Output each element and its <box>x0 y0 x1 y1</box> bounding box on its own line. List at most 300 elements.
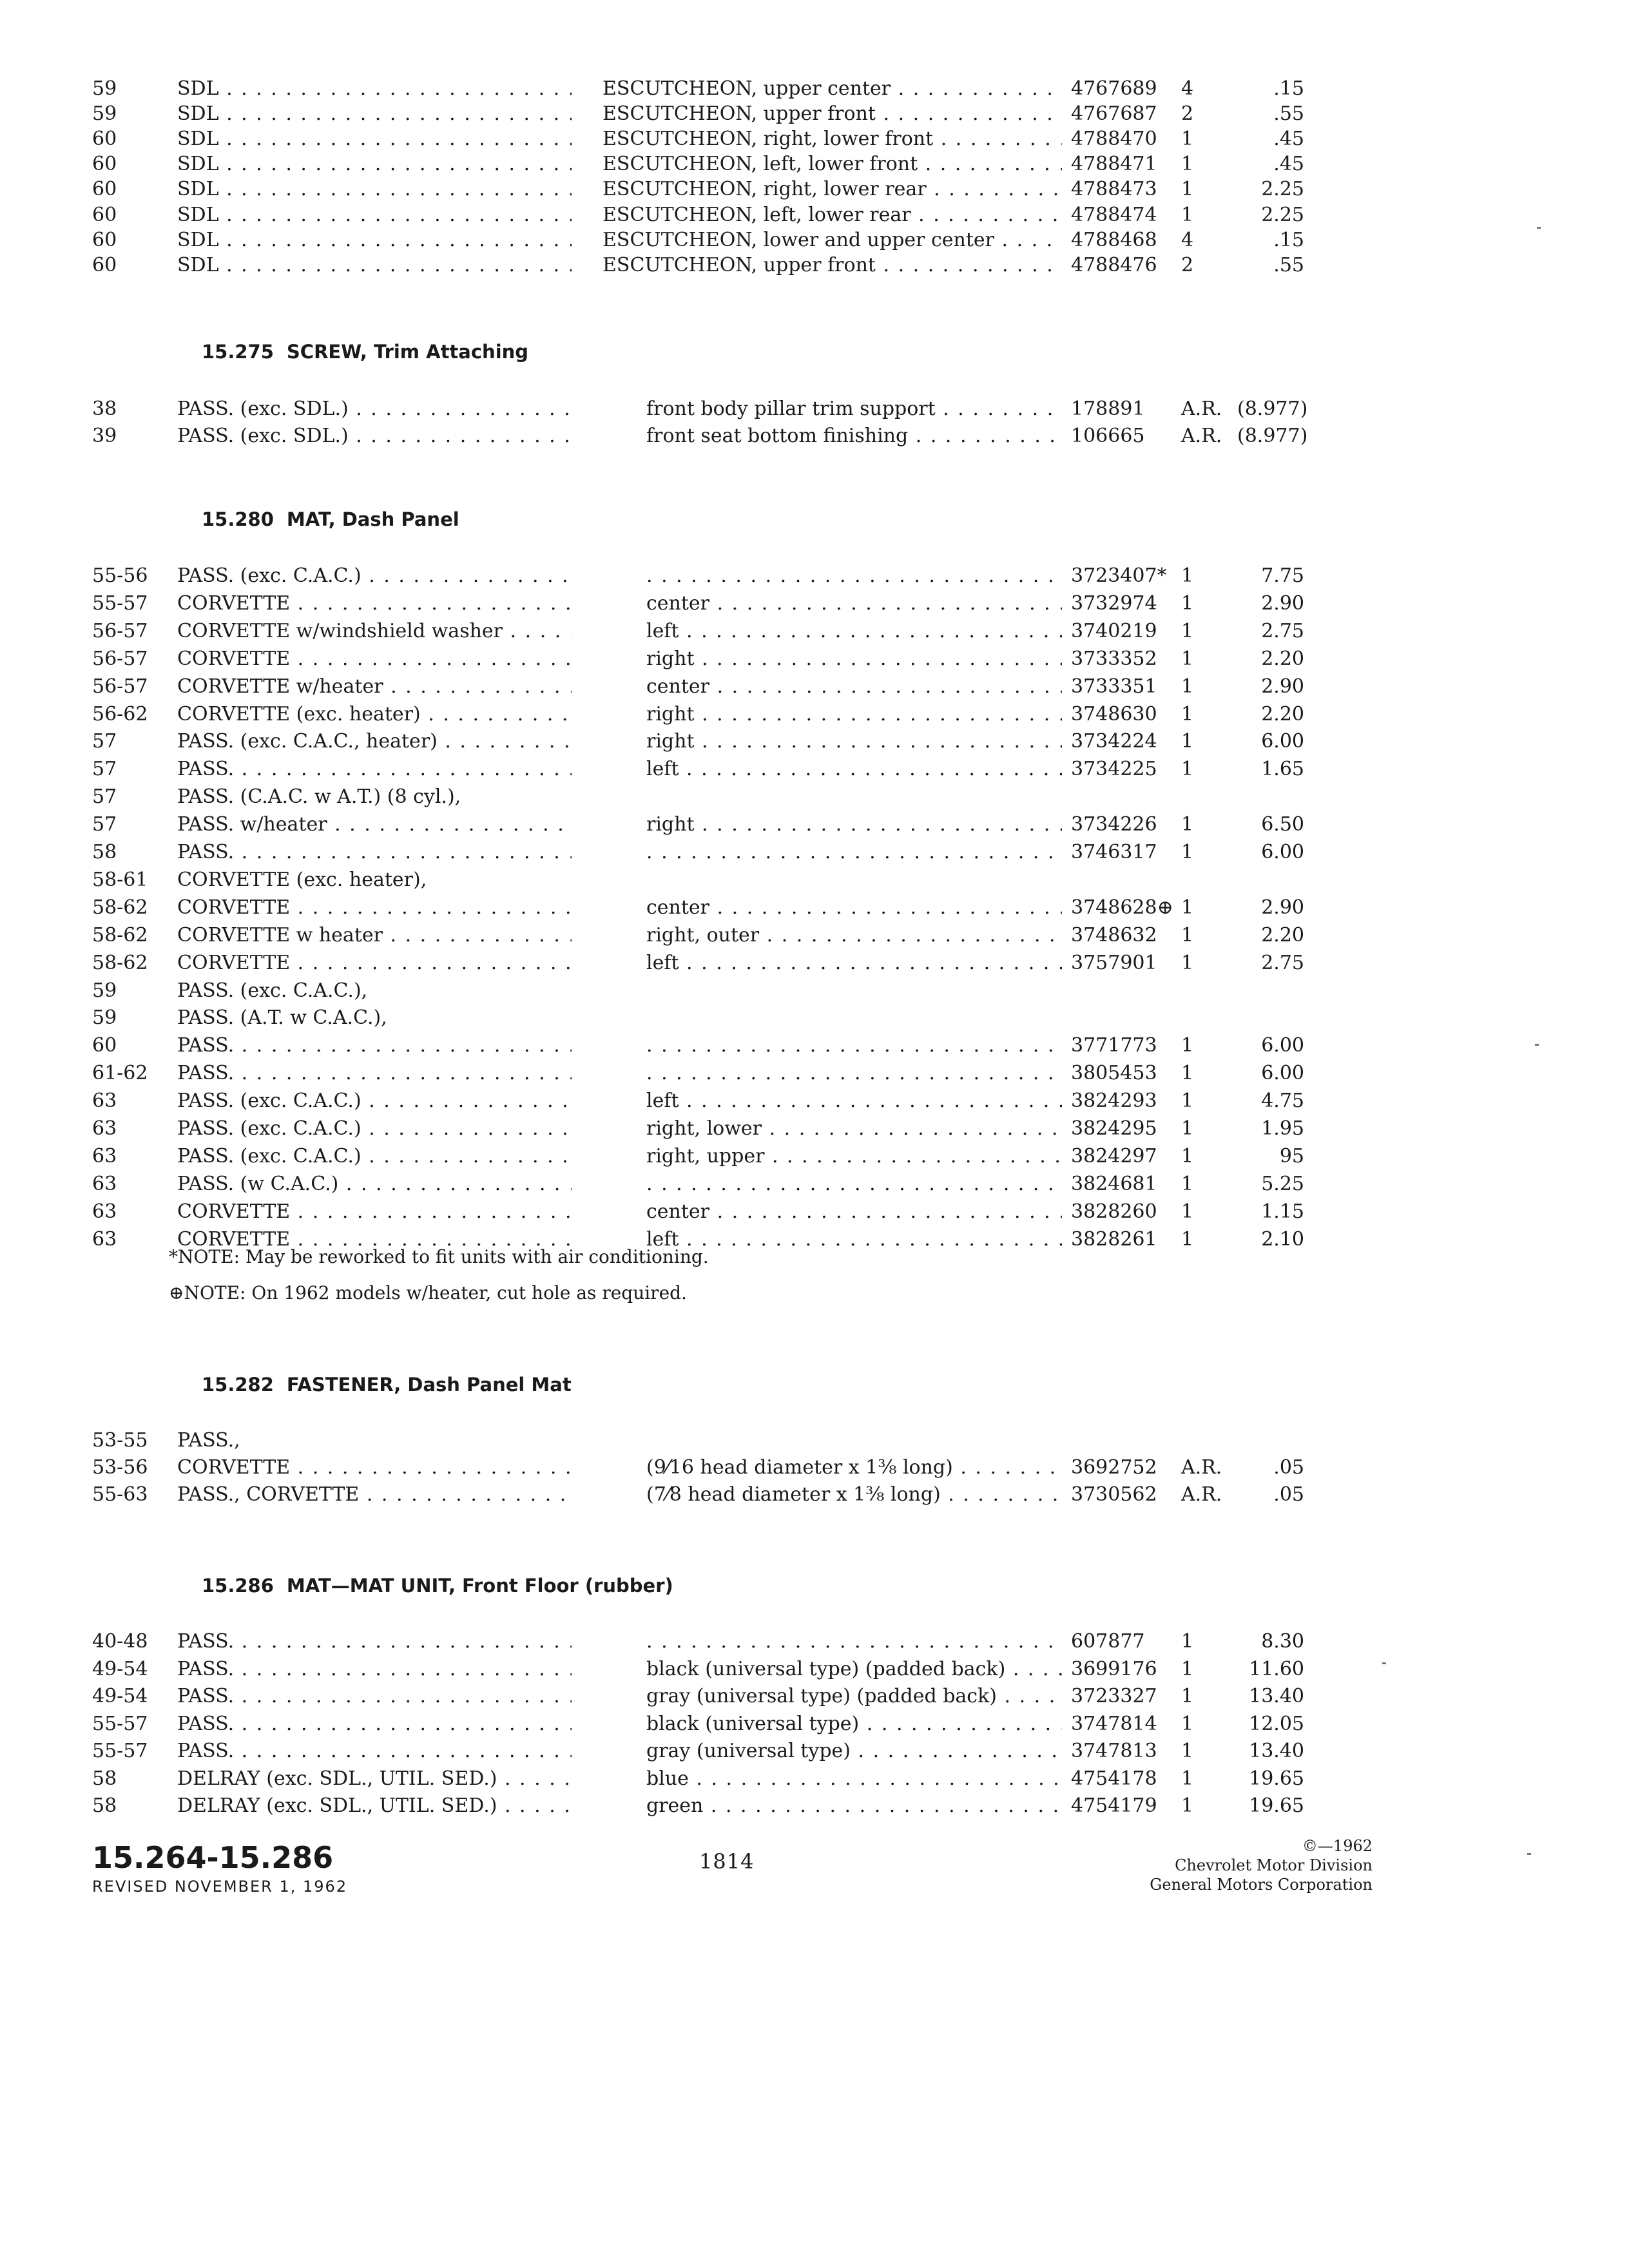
description-text: right . . . <box>646 703 1062 726</box>
quantity: 1 <box>1181 592 1194 615</box>
footer-publisher-block <box>1095 1836 1373 1894</box>
table-row <box>0 783 1629 811</box>
model-year: 63 <box>92 1117 117 1140</box>
model-year: 56-57 <box>92 648 148 670</box>
model-text: PASS. (exc. C.A.C.), <box>177 979 368 1002</box>
quantity: 1 <box>1181 1145 1194 1168</box>
model-applicability <box>177 1198 572 1225</box>
quantity: 1 <box>1181 703 1194 726</box>
table-row <box>0 756 1629 783</box>
description-text: (9⁄16 head diameter x 1⅜ long) . . . <box>646 1456 1062 1479</box>
model-year: 39 <box>92 425 117 447</box>
quantity: 1 <box>1181 1713 1194 1735</box>
part-number: 3824297 <box>1071 1145 1157 1168</box>
model-applicability <box>177 756 572 783</box>
model-text: CORVETTE w heater . . . <box>177 924 572 947</box>
model-applicability <box>177 618 572 645</box>
table-row <box>0 1683 1629 1710</box>
model-applicability <box>177 590 572 617</box>
part-number: 3746317 <box>1071 841 1157 863</box>
part-number: 4767689 <box>1071 77 1157 100</box>
part-description <box>646 590 1062 617</box>
table-row <box>0 1088 1629 1115</box>
part-number: 4788471 <box>1071 153 1157 175</box>
model-applicability <box>177 423 572 450</box>
model-year: 55-63 <box>92 1483 148 1506</box>
model-applicability <box>177 922 572 949</box>
part-number: 4788470 <box>1071 128 1157 150</box>
model-applicability <box>177 950 572 977</box>
description-text: left . . . <box>646 1090 1062 1112</box>
description-text: left . . . <box>646 758 1062 780</box>
model-applicability <box>177 1088 572 1115</box>
table-row <box>0 423 1629 450</box>
list-price: 6.00 <box>1261 1034 1304 1057</box>
model-year: 58 <box>92 1794 117 1817</box>
section-number: 15.286 <box>202 1575 274 1597</box>
list-price: 1.65 <box>1261 758 1304 780</box>
model-applicability <box>177 894 572 921</box>
table-row <box>0 867 1629 894</box>
part-number: 3723327 <box>1071 1685 1157 1707</box>
scan-speck <box>1535 1044 1539 1046</box>
part-number: 3723407* <box>1071 564 1167 587</box>
model-text: PASS. . . . <box>177 1658 572 1680</box>
list-price: 6.50 <box>1261 813 1304 836</box>
table-row <box>0 590 1629 617</box>
list-price: (8.977) <box>1237 425 1308 447</box>
part-description <box>646 894 1062 921</box>
model-year: 40-48 <box>92 1630 148 1653</box>
model-text: PASS. . . . <box>177 1034 572 1057</box>
part-number: 3824681 <box>1071 1173 1157 1195</box>
table-row <box>0 1481 1629 1508</box>
list-price: 8.30 <box>1261 1630 1304 1653</box>
model-year: 58 <box>92 841 117 863</box>
list-price: 11.60 <box>1249 1658 1304 1680</box>
description-text: gray (universal type) . . . <box>646 1740 1062 1762</box>
model-applicability <box>177 101 572 128</box>
model-year: 55-56 <box>92 564 148 587</box>
model-text: PASS. (C.A.C. w A.T.) (8 cyl.), <box>177 785 461 808</box>
table-row <box>0 1765 1629 1792</box>
description-text: green . . . <box>646 1794 1062 1817</box>
part-description <box>602 126 1062 153</box>
part-number: 4788474 <box>1071 204 1157 226</box>
model-applicability <box>177 396 572 423</box>
model-text: SDL . . . <box>177 77 572 100</box>
model-text: PASS. (exc. C.A.C.) . . . <box>177 564 572 587</box>
model-applicability <box>177 1032 572 1059</box>
part-number: 3734225 <box>1071 758 1157 780</box>
model-year: 56-57 <box>92 675 148 698</box>
part-description <box>646 562 1062 590</box>
list-price: 19.65 <box>1249 1767 1304 1790</box>
model-applicability <box>177 839 572 866</box>
quantity: 1 <box>1181 1658 1194 1680</box>
part-description <box>646 1032 1062 1059</box>
description-text: ESCUTCHEON, upper center . . . <box>602 77 1062 100</box>
description-text: right . . . <box>646 730 1062 753</box>
part-number: 3824295 <box>1071 1117 1157 1140</box>
list-price: 2.75 <box>1261 620 1304 642</box>
part-number: 3734224 <box>1071 730 1157 753</box>
list-price: 2.20 <box>1261 703 1304 726</box>
table-row <box>0 1198 1629 1225</box>
model-text: SDL . . . <box>177 204 572 226</box>
part-description <box>602 227 1062 254</box>
model-year: 58-62 <box>92 896 148 919</box>
table-row <box>0 101 1629 128</box>
list-price: 6.00 <box>1261 730 1304 753</box>
model-text: SDL . . . <box>177 254 572 276</box>
quantity: 2 <box>1181 254 1194 276</box>
list-price: 6.00 <box>1261 841 1304 863</box>
scan-speck <box>1537 227 1541 229</box>
quantity: 1 <box>1181 1228 1194 1251</box>
part-description <box>646 423 1062 450</box>
model-text: PASS. . . . <box>177 1713 572 1735</box>
part-description <box>602 176 1062 203</box>
description-text: ESCUTCHEON, lower and upper center . . . <box>602 229 1062 251</box>
model-text: PASS. (exc. C.A.C., heater) . . . <box>177 730 572 753</box>
quantity: 1 <box>1181 730 1194 753</box>
part-number: 3732974 <box>1071 592 1157 615</box>
description-text <box>646 1062 1062 1084</box>
model-text: PASS., <box>177 1429 240 1452</box>
description-text: gray (universal type) (padded back) . . . <box>646 1685 1062 1707</box>
model-year: 63 <box>92 1200 117 1223</box>
model-applicability <box>177 1454 572 1481</box>
model-year: 57 <box>92 813 117 836</box>
model-year: 58-61 <box>92 869 148 891</box>
section-title-text: MAT—MAT UNIT, Front Floor (rubber) <box>286 1575 673 1597</box>
list-price: .45 <box>1273 153 1304 175</box>
quantity: 1 <box>1181 1794 1194 1817</box>
model-applicability <box>177 811 572 838</box>
table-row <box>0 1032 1629 1059</box>
list-price: (8.977) <box>1237 398 1308 420</box>
model-text: SDL . . . <box>177 128 572 150</box>
list-price: .15 <box>1273 77 1304 100</box>
page-number: 1814 <box>699 1849 755 1874</box>
table-row <box>0 646 1629 673</box>
model-text: CORVETTE . . . <box>177 592 572 615</box>
model-applicability <box>177 176 572 203</box>
part-number: 3828261 <box>1071 1228 1157 1251</box>
model-applicability <box>177 202 572 229</box>
list-price: 2.25 <box>1261 178 1304 200</box>
model-year: 60 <box>92 204 117 226</box>
model-text: CORVETTE . . . <box>177 1228 572 1251</box>
model-applicability <box>177 1115 572 1142</box>
model-year: 57 <box>92 758 117 780</box>
part-number: 3771773 <box>1071 1034 1157 1057</box>
list-price: 1.15 <box>1261 1200 1304 1223</box>
model-applicability <box>177 867 572 894</box>
model-text: CORVETTE . . . <box>177 1456 572 1479</box>
model-applicability <box>177 728 572 755</box>
model-year: 58-62 <box>92 924 148 947</box>
part-description <box>646 811 1062 838</box>
table-row <box>0 1738 1629 1765</box>
model-year: 59 <box>92 102 117 125</box>
model-text: CORVETTE w/windshield washer . . . <box>177 620 572 642</box>
list-price: 2.20 <box>1261 924 1304 947</box>
model-applicability <box>177 1481 572 1508</box>
model-year: 56-57 <box>92 620 148 642</box>
model-applicability <box>177 252 572 279</box>
part-number: 4767687 <box>1071 102 1157 125</box>
description-text: right, upper . . . <box>646 1145 1062 1168</box>
description-text: left . . . <box>646 620 1062 642</box>
model-text: PASS. w/heater . . . <box>177 813 572 836</box>
model-text: PASS. . . . <box>177 1740 572 1762</box>
quantity: 1 <box>1181 1090 1194 1112</box>
model-applicability <box>177 1427 572 1454</box>
table-row <box>0 1628 1629 1655</box>
model-year: 49-54 <box>92 1658 148 1680</box>
model-text: SDL . . . <box>177 229 572 251</box>
table-row <box>0 1792 1629 1820</box>
part-number: 3734226 <box>1071 813 1157 836</box>
description-text: ESCUTCHEON, left, lower rear . . . <box>602 204 1062 226</box>
description-text: center . . . <box>646 675 1062 698</box>
quantity: 1 <box>1181 153 1194 175</box>
footer-revised-date: REVISED NOVEMBER 1, 1962 <box>92 1878 348 1896</box>
description-text: ESCUTCHEON, upper front . . . <box>602 254 1062 276</box>
part-description <box>646 1454 1062 1481</box>
section-heading <box>202 1371 572 1398</box>
table-row <box>0 252 1629 279</box>
list-price: 1.95 <box>1261 1117 1304 1140</box>
quantity: 1 <box>1181 896 1194 919</box>
model-year: 60 <box>92 1034 117 1057</box>
part-number: 4754179 <box>1071 1794 1157 1817</box>
model-applicability <box>177 227 572 254</box>
model-applicability <box>177 783 572 811</box>
model-year: 49-54 <box>92 1685 148 1707</box>
part-description <box>646 922 1062 949</box>
part-number: 3733351 <box>1071 675 1157 698</box>
part-description <box>602 151 1062 178</box>
model-applicability <box>177 1711 572 1738</box>
list-price: .55 <box>1273 102 1304 125</box>
quantity: 1 <box>1181 1200 1194 1223</box>
model-text: PASS. (exc. C.A.C.) . . . <box>177 1090 572 1112</box>
quantity: 1 <box>1181 648 1194 670</box>
quantity: 1 <box>1181 564 1194 587</box>
description-text: center . . . <box>646 592 1062 615</box>
quantity: 1 <box>1181 204 1194 226</box>
description-text: center . . . <box>646 896 1062 919</box>
quantity: A.R. <box>1181 1483 1222 1506</box>
part-number: 4788468 <box>1071 229 1157 251</box>
model-applicability <box>177 646 572 673</box>
quantity: 1 <box>1181 758 1194 780</box>
part-number: 3747813 <box>1071 1740 1157 1762</box>
list-price: 2.10 <box>1261 1228 1304 1251</box>
quantity: 1 <box>1181 178 1194 200</box>
list-price: 2.90 <box>1261 675 1304 698</box>
part-number: 3747814 <box>1071 1713 1157 1735</box>
table-row <box>0 202 1629 229</box>
part-description <box>646 1711 1062 1738</box>
quantity: 4 <box>1181 77 1194 100</box>
model-text: PASS., CORVETTE . . . <box>177 1483 572 1506</box>
quantity: 2 <box>1181 102 1194 125</box>
model-applicability <box>177 1171 572 1198</box>
footer-copyright: ©—1962 <box>1302 1837 1373 1855</box>
model-year: 59 <box>92 1006 117 1029</box>
part-description <box>602 252 1062 279</box>
part-description <box>602 202 1062 229</box>
part-description <box>646 1738 1062 1765</box>
part-description <box>646 1656 1062 1683</box>
model-text: PASS. (exc. C.A.C.) . . . <box>177 1145 572 1168</box>
quantity: A.R. <box>1181 398 1222 420</box>
part-number: 106665 <box>1071 425 1145 447</box>
footnote: *NOTE: May be reworked to fit units with air conditioning. <box>169 1246 709 1267</box>
part-number: 3828260 <box>1071 1200 1157 1223</box>
part-description <box>646 1088 1062 1115</box>
model-applicability <box>177 1792 572 1820</box>
list-price: 7.75 <box>1261 564 1304 587</box>
footer-section-range: 15.264-15.286 <box>92 1840 334 1875</box>
footer-corporation: General Motors Corporation <box>1150 1876 1373 1894</box>
description-text: left . . . <box>646 952 1062 974</box>
part-number: 3757901 <box>1071 952 1157 974</box>
part-description <box>646 618 1062 645</box>
part-number: 4754178 <box>1071 1767 1157 1790</box>
section-heading <box>202 338 528 365</box>
description-text: center . . . <box>646 1200 1062 1223</box>
part-description <box>646 701 1062 728</box>
model-year: 53-56 <box>92 1456 148 1479</box>
part-description <box>646 1115 1062 1142</box>
model-year: 58-62 <box>92 952 148 974</box>
part-number: 178891 <box>1071 398 1145 420</box>
model-year: 55-57 <box>92 592 148 615</box>
part-number: 3740219 <box>1071 620 1157 642</box>
model-year: 60 <box>92 254 117 276</box>
list-price: .55 <box>1273 254 1304 276</box>
model-year: 55-57 <box>92 1713 148 1735</box>
model-applicability <box>177 562 572 590</box>
section-number: 15.280 <box>202 508 274 530</box>
list-price: 6.00 <box>1261 1062 1304 1084</box>
part-description <box>646 673 1062 700</box>
model-year: 53-55 <box>92 1429 148 1452</box>
model-text: SDL . . . <box>177 178 572 200</box>
table-row <box>0 839 1629 866</box>
model-text: DELRAY (exc. SDL., UTIL. SED.) . . . <box>177 1767 572 1790</box>
part-description <box>646 839 1062 866</box>
quantity: 1 <box>1181 675 1194 698</box>
table-row <box>0 126 1629 153</box>
quantity: 1 <box>1181 1117 1194 1140</box>
part-description <box>646 1143 1062 1170</box>
model-text: CORVETTE (exc. heater), <box>177 869 427 891</box>
section-heading <box>202 506 459 533</box>
description-text <box>646 1034 1062 1057</box>
table-row <box>0 1427 1629 1454</box>
table-row <box>0 894 1629 921</box>
part-description <box>646 728 1062 755</box>
description-text <box>646 841 1062 863</box>
model-applicability <box>177 1004 572 1032</box>
model-applicability <box>177 151 572 178</box>
table-row <box>0 922 1629 949</box>
quantity: 1 <box>1181 813 1194 836</box>
model-year: 59 <box>92 979 117 1002</box>
table-row <box>0 227 1629 254</box>
model-year: 61-62 <box>92 1062 148 1084</box>
model-applicability <box>177 673 572 700</box>
section-title-text: SCREW, Trim Attaching <box>286 341 529 363</box>
table-row <box>0 950 1629 977</box>
table-row <box>0 811 1629 838</box>
section-title-text: FASTENER, Dash Panel Mat <box>286 1374 572 1396</box>
list-price: 13.40 <box>1249 1685 1304 1707</box>
part-description <box>646 756 1062 783</box>
model-applicability <box>177 701 572 728</box>
model-year: 60 <box>92 128 117 150</box>
scan-speck <box>1527 1853 1531 1855</box>
quantity: 1 <box>1181 952 1194 974</box>
list-price: 12.05 <box>1249 1713 1304 1735</box>
model-text: CORVETTE w/heater . . . <box>177 675 572 698</box>
table-row <box>0 728 1629 755</box>
list-price: 2.90 <box>1261 592 1304 615</box>
description-text: right, outer . . . <box>646 924 1062 947</box>
model-year: 38 <box>92 398 117 420</box>
footer-section-block <box>92 1840 347 1898</box>
model-applicability <box>177 1683 572 1710</box>
model-applicability <box>177 1628 572 1655</box>
model-text: PASS. (exc. C.A.C.) . . . <box>177 1117 572 1140</box>
model-text: CORVETTE . . . <box>177 952 572 974</box>
part-number: 4788473 <box>1071 178 1157 200</box>
quantity: 1 <box>1181 924 1194 947</box>
description-text: (7⁄8 head diameter x 1⅜ long) . . . <box>646 1483 1062 1506</box>
description-text: ESCUTCHEON, upper front . . . <box>602 102 1062 125</box>
model-text: PASS. (A.T. w C.A.C.), <box>177 1006 387 1029</box>
model-text: DELRAY (exc. SDL., UTIL. SED.) . . . <box>177 1794 572 1817</box>
footer-division: Chevrolet Motor Division <box>1175 1856 1373 1874</box>
part-description <box>646 646 1062 673</box>
list-price: 95 <box>1279 1145 1304 1168</box>
quantity: 1 <box>1181 1685 1194 1707</box>
model-year: 60 <box>92 229 117 251</box>
list-price: 13.40 <box>1249 1740 1304 1762</box>
quantity: A.R. <box>1181 425 1222 447</box>
quantity: A.R. <box>1181 1456 1222 1479</box>
table-row <box>0 396 1629 423</box>
model-year: 58 <box>92 1767 117 1790</box>
part-number: 3699176 <box>1071 1658 1157 1680</box>
table-row <box>0 151 1629 178</box>
quantity: 1 <box>1181 1767 1194 1790</box>
quantity: 1 <box>1181 841 1194 863</box>
model-text: SDL . . . <box>177 153 572 175</box>
model-year: 63 <box>92 1173 117 1195</box>
description-text: right, lower . . . <box>646 1117 1062 1140</box>
model-year: 63 <box>92 1145 117 1168</box>
model-applicability <box>177 1765 572 1792</box>
part-description <box>602 101 1062 128</box>
table-row <box>0 701 1629 728</box>
